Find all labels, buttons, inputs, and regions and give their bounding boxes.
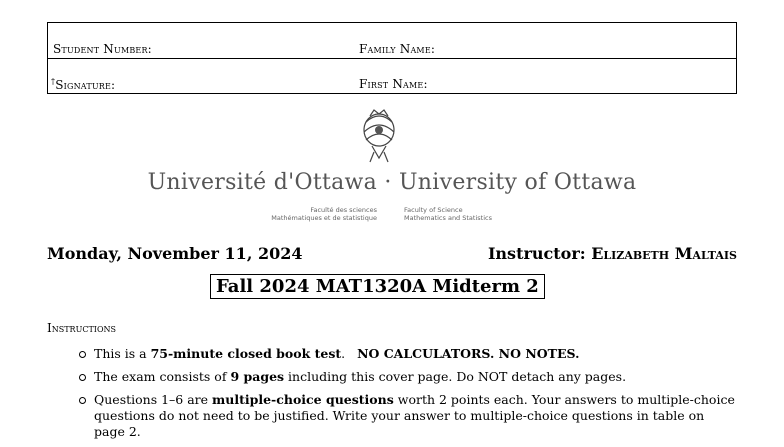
instructor-name: Elizabeth Maltais [591, 244, 737, 263]
instructions-list [77, 346, 739, 447]
signature-label: Signature: [55, 78, 116, 92]
instructor-label: Instructor: [487, 244, 592, 263]
student-info-box [47, 22, 737, 94]
bullet-icon [79, 351, 86, 358]
faculty-en-line1: Faculty of Science [404, 206, 463, 214]
item2-pages: 9 pages [230, 369, 285, 384]
faculty-fr-line2: Mathématiques et de statistique [271, 214, 377, 222]
list-item [77, 392, 739, 440]
first-name-label: First Name: [359, 77, 428, 91]
instructions-heading: Instructions [47, 321, 116, 335]
signature-label-wrap [51, 77, 115, 92]
bullet-icon [79, 397, 86, 404]
university-crest-icon [354, 108, 404, 164]
item2-post: including this cover page. Do NOT detach any pages. [284, 369, 627, 384]
item1-mid: . [341, 346, 358, 361]
list-item [77, 346, 739, 362]
faculty-fr-line1: Faculté des sciences [310, 206, 377, 214]
instructor [488, 244, 737, 263]
item2-pre: The exam consists of [94, 369, 231, 384]
bullet-icon [79, 374, 86, 381]
list-item [77, 369, 739, 385]
signature-dagger: † [51, 77, 56, 86]
item3-mcq: multiple-choice questions [212, 392, 394, 407]
exam-date: Monday, November 11, 2024 [47, 244, 303, 263]
student-number-label: Student Number: [53, 42, 152, 56]
faculty-en [404, 206, 554, 222]
exam-title: Fall 2024 MAT1320A Midterm 2 [210, 274, 545, 299]
faculty-fr [232, 206, 377, 222]
faculty-en-line2: Mathematics and Statistics [404, 214, 492, 222]
item1-pre: This is a [94, 346, 151, 361]
item1-rules: NO CALCULATORS. NO NOTES. [357, 346, 580, 361]
info-box-divider [48, 58, 736, 59]
university-wordmark: Université d'Ottawa · University of Ottawa [147, 170, 637, 195]
item3-pre: Questions 1–6 are [94, 392, 213, 407]
item1-duration: 75-minute closed book test [150, 346, 342, 361]
family-name-label: Family Name: [359, 42, 436, 56]
item3-post: worth 2 points each. Your answers to multiple-choice questions do not need to be justified. Write your answer to multiple-choice questions in table on page 2. [94, 392, 735, 439]
